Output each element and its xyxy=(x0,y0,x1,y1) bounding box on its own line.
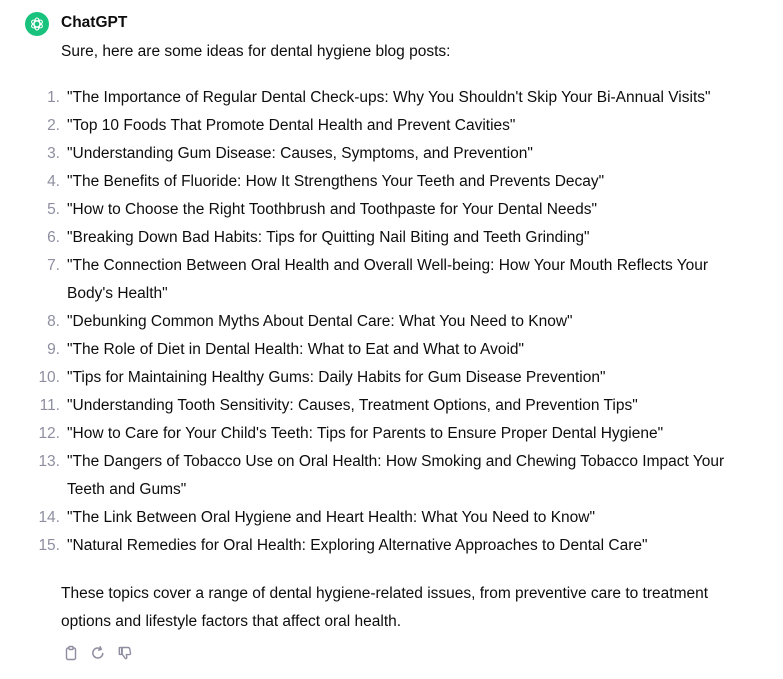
list-item xyxy=(47,140,751,168)
thumbs-down-icon xyxy=(117,645,133,661)
list-item-text: "Understanding Tooth Sensitivity: Causes, Treatment Options, and Prevention Tips" xyxy=(67,397,638,414)
list-item xyxy=(38,532,751,560)
list-item-text: "Debunking Common Myths About Dental Care: What You Need to Know" xyxy=(67,313,573,330)
list-item-text: "Natural Remedies for Oral Health: Exploring Alternative Approaches to Dental Care" xyxy=(67,537,648,554)
list-item-number: 7. xyxy=(47,257,60,274)
list-item xyxy=(38,420,751,448)
thumbs-down-button[interactable] xyxy=(115,643,135,663)
blog-ideas-list xyxy=(38,84,751,560)
list-item-text: "The Benefits of Fluoride: How It Strengthens Your Teeth and Prevents Decay" xyxy=(67,173,605,190)
list-item-text: "Top 10 Foods That Promote Dental Health and Prevent Cavities" xyxy=(67,117,516,134)
list-item-text: "Breaking Down Bad Habits: Tips for Quitting Nail Biting and Teeth Grinding" xyxy=(67,229,590,246)
list-item-number: 9. xyxy=(47,341,60,358)
list-item xyxy=(47,336,751,364)
list-item-text: "Tips for Maintaining Healthy Gums: Daily Habits for Gum Disease Prevention" xyxy=(67,369,606,386)
list-item-number: 12. xyxy=(38,425,60,442)
list-item-number: 4. xyxy=(47,173,60,190)
message-content xyxy=(38,38,751,636)
list-item-text: "The Link Between Oral Hygiene and Heart Health: What You Need to Know" xyxy=(67,509,595,526)
list-item xyxy=(47,112,751,140)
list-item-text: "The Importance of Regular Dental Check-ups: Why You Shouldn't Skip Your Bi-Annual Visits" xyxy=(67,89,711,106)
list-item xyxy=(39,392,751,420)
outro-text: These topics cover a range of dental hygiene-related issues, from preventive care to treatment options and lifestyle factors that affect oral health. xyxy=(61,585,709,630)
list-item-text: "How to Choose the Right Toothbrush and Toothpaste for Your Dental Needs" xyxy=(67,201,598,218)
list-item-text: "The Dangers of Tobacco Use on Oral Health: How Smoking and Chewing Tobacco Impact Your Teeth and Gums" xyxy=(67,453,725,498)
openai-logo-icon xyxy=(29,16,45,32)
intro-text: Sure, here are some ideas for dental hygiene blog posts: xyxy=(61,43,451,60)
list-item-number: 5. xyxy=(47,201,60,218)
clipboard-icon xyxy=(63,645,79,661)
list-item xyxy=(47,224,751,252)
list-item-number: 11. xyxy=(39,397,60,414)
message-author: ChatGPT xyxy=(61,14,128,31)
list-item xyxy=(38,448,751,504)
list-item-number: 10. xyxy=(38,369,60,386)
list-item-number: 15. xyxy=(38,537,60,554)
regenerate-button[interactable] xyxy=(88,643,108,663)
list-item xyxy=(47,196,751,224)
list-item xyxy=(38,504,751,532)
list-item-number: 14. xyxy=(38,509,60,526)
list-item-text: "Understanding Gum Disease: Causes, Symptoms, and Prevention" xyxy=(67,145,533,162)
list-item xyxy=(47,84,751,112)
list-item xyxy=(47,168,751,196)
chatgpt-avatar xyxy=(25,12,49,36)
regenerate-icon xyxy=(90,645,106,661)
message-actions xyxy=(61,643,135,663)
copy-button[interactable] xyxy=(61,643,81,663)
list-item xyxy=(47,308,751,336)
list-item xyxy=(47,252,751,308)
list-item-number: 13. xyxy=(38,453,60,470)
list-item-number: 1. xyxy=(47,89,60,106)
list-item-text: "The Connection Between Oral Health and Overall Well-being: How Your Mouth Reflects Your Body's Health" xyxy=(67,257,709,302)
list-item-number: 2. xyxy=(47,117,60,134)
list-item-number: 6. xyxy=(47,229,60,246)
list-item-number: 3. xyxy=(47,145,60,162)
list-item-number: 8. xyxy=(47,313,60,330)
list-item xyxy=(38,364,751,392)
list-item-text: "The Role of Diet in Dental Health: What to Eat and What to Avoid" xyxy=(67,341,525,358)
list-item-text: "How to Care for Your Child's Teeth: Tips for Parents to Ensure Proper Dental Hygiene" xyxy=(67,425,664,442)
